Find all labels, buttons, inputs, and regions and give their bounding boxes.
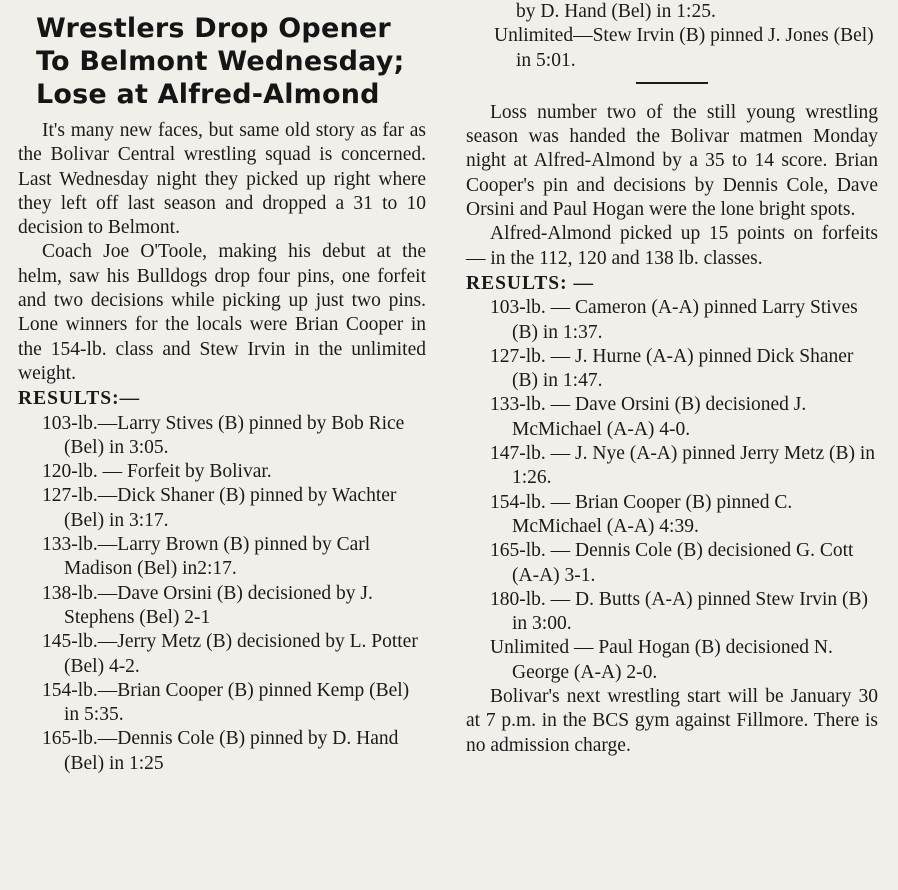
right-column: [466, 0, 878, 758]
results-label-belmont: RESULTS:—: [18, 388, 141, 410]
continued-result-line: by D. Hand (Bel) in 1:25.: [516, 1, 716, 22]
section-divider: [636, 82, 708, 84]
headline-line-2: To Belmont Wednesday;: [36, 46, 405, 77]
result-item: 138-lb.—Dave Orsini (B) decisioned by J. Stephens (Bel) 2-1: [42, 582, 373, 628]
headline-line-1: Wrestlers Drop Opener: [36, 13, 391, 44]
results-label-alfred-almond: RESULTS: —: [466, 272, 594, 294]
result-item: 133-lb. — Dave Orsini (B) decisioned J. McMichael (A-A) 4-0.: [490, 394, 807, 440]
result-item: 180-lb. — D. Butts (A-A) pinned Stew Irvin (B) in 3:00.: [490, 588, 869, 635]
headline: [36, 12, 426, 111]
result-item: 127-lb. — J. Hurne (A-A) pinned Dick Shaner (B) in 1:47.: [490, 345, 854, 392]
left-column: [18, 0, 426, 776]
next-match-paragraph: Bolivar's next wrestling start will be January 30 at 7 p.m. in the BCS gym against Fillmore. There is no admission charge.: [466, 686, 878, 756]
coach-paragraph: Coach Joe O'Toole, making his debut at the helm, saw his Bulldogs drop four pins, one forfeit and two decisions while picking up just two pins. Lone winners for the locals were Brian Cooper in the 154-lb. class and Stew Irvin in the unlimited weight.: [18, 241, 426, 384]
result-item: 147-lb. — J. Nye (A-A) pinned Jerry Metz (B) in 1:26.: [490, 443, 876, 489]
result-item: Unlimited — Paul Hogan (B) decisioned N. George (A-A) 2-0.: [490, 637, 833, 683]
continued-results: [466, 0, 878, 73]
result-item: 154-lb. — Brian Cooper (B) pinned C. McMichael (A-A) 4:39.: [490, 491, 793, 537]
intro-paragraph: It's many new faces, but same old story as far as the Bolivar Central wrestling squad is concerned. Last Wednesday night they picked up right where they left off last season and dropped a 31 to 10 decision to Belmont.: [18, 120, 426, 239]
result-item: 120-lb. — Forfeit by Bolivar.: [42, 461, 272, 483]
result-item: 165-lb. — Dennis Cole (B) decisioned G. Cott (A-A) 3-1.: [490, 540, 854, 586]
result-item: 103-lb.—Larry Stives (B) pinned by Bob Rice (Bel) in 3:05.: [42, 412, 405, 458]
headline-line-3: Lose at Alfred-Almond: [36, 79, 380, 110]
result-item: 165-lb.—Dennis Cole (B) pinned by D. Hand (Bel) in 1:25: [42, 728, 399, 774]
result-item: 133-lb.—Larry Brown (B) pinned by Carl Madison (Bel) in2:17.: [42, 534, 371, 580]
result-item: 154-lb.—Brian Cooper (B) pinned Kemp (Bel) in 5:35.: [42, 679, 410, 726]
second-loss-paragraph: Loss number two of the still young wrestling season was handed the Bolivar matmen Monday night at Alfred-Almond by a 35 to 14 score. Brian Cooper's pin and decisions by Dennis Cole, Dave Orsini and Paul Hogan were the lone bright spots.: [466, 101, 878, 221]
result-item: 145-lb.—Jerry Metz (B) decisioned by L. Potter (Bel) 4-2.: [42, 631, 418, 677]
result-item: 103-lb. — Cameron (A-A) pinned Larry Stives (B) in 1:37.: [490, 297, 858, 343]
forfeits-paragraph: Alfred-Almond picked up 15 points on forfeits — in the 112, 120 and 138 lb. classes.: [466, 223, 878, 269]
result-item: 127-lb.—Dick Shaner (B) pinned by Wachter (Bel) in 3:17.: [42, 485, 397, 531]
continued-result-unlimited: Unlimited—Stew Irvin (B) pinned J. Jones (Bel) in 5:01.: [494, 25, 874, 71]
